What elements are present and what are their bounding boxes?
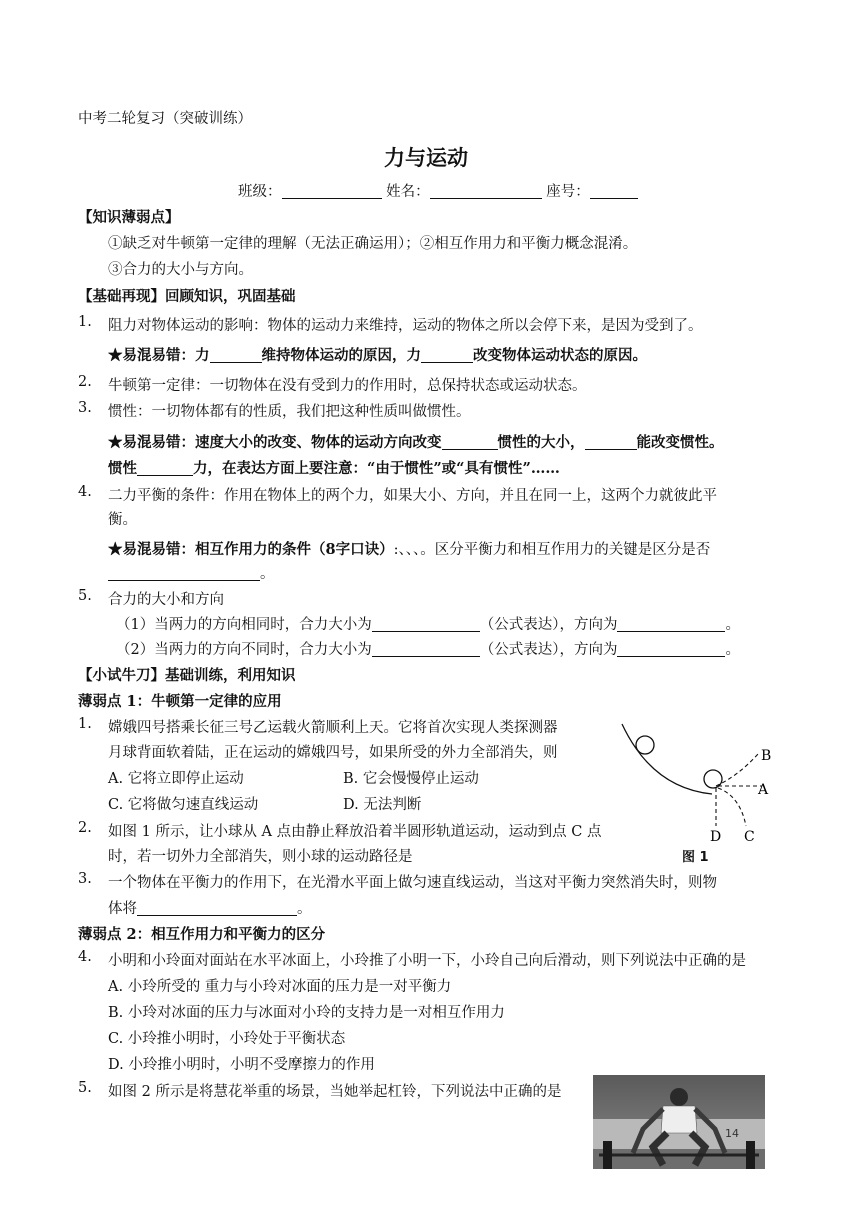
q1-number: 1. [78,314,92,330]
q3-tip-2 [108,457,560,478]
ball-at-top [636,736,654,754]
p3-blank[interactable] [137,901,297,916]
q4-tip-part-a: ★易混易错：相互作用力的条件（8字口诀） [108,541,394,558]
q3-number: 3. [78,400,92,416]
p4-line-1: 小明和小玲面对面站在水平冰面上，小玲推了小明一下，小玲自己向后滑动，则下列说法中正确的是 [108,953,746,969]
p1-option-c[interactable]: C. 它将做匀速直线运动 [108,797,259,813]
p4-option-c[interactable]: C. 小玲推小明时，小玲处于平衡状态 [108,1031,346,1047]
q3-tip-1 [108,431,724,452]
q4-text: 二力平衡的条件：作用在物体上的两个力，如果大小、方向，并且在同一上，这两个力就彼此平 [108,488,717,504]
q3-tip1-blank-1[interactable] [442,435,498,450]
q5-sub2-part-a: （2）当两力的方向不同时，合力大小为 [116,642,372,658]
p5-line-1: 如图 2 所示是将慧花举重的场景，当她举起杠铃，下列说法中正确的是 [108,1084,562,1100]
q1-tip-part-c: 改变物体运动状态的原因。 [473,347,647,364]
path-c [718,788,746,826]
q5-sub-1 [116,613,740,634]
figure-2-weightlifting-photo [593,1075,765,1169]
q3-tip1-part-a: ★易混易错：速度大小的改变、物体的运动方向改变 [108,434,442,451]
q1-tip-part-b: 维持物体运动的原因，力 [261,347,421,364]
q4-tip [108,538,710,559]
seat-label: 座号： [546,184,590,200]
figure-1-caption: 图 1 [682,850,709,865]
name-field[interactable] [430,184,542,199]
athlete-body [661,1106,697,1133]
q4-tip-answer [108,562,275,583]
q5-sub2-part-b: （公式表达），方向为 [479,642,618,658]
weak-point-2-heading: 薄弱点 2：相互作用力和平衡力的区分 [78,926,326,943]
q5-sub1-part-a: （1）当两力的方向相同时，合力大小为 [116,617,372,633]
q3-tip2-blank[interactable] [137,461,193,476]
q2-text: 牛顿第一定律：一切物体在没有受到力的作用时，总保持状态或运动状态。 [108,378,587,394]
weak-points-heading: 【知识薄弱点】 [78,209,180,226]
class-field[interactable] [282,184,382,199]
class-label: 班级： [238,184,282,200]
basics-heading: 【基础再现】回顾知识，巩固基础 [78,288,296,305]
q1-tip-blank-2[interactable] [421,348,473,363]
seat-field[interactable] [590,184,638,199]
barbell-plate-left [603,1141,612,1169]
q3-tip2-part-a: 惯性 [108,460,137,477]
q5-number: 5. [78,588,92,604]
q3-text: 惯性：一切物体都有的性质，我们把这种性质叫做惯性。 [108,404,471,420]
p3-end: 。 [297,901,312,917]
q3-tip1-part-b: 惯性的大小， [497,434,585,451]
q5-sub2-blank-1[interactable] [372,642,480,657]
p4-number: 4. [78,949,92,965]
p4-option-d[interactable]: D. 小玲推小明时，小明不受摩擦力的作用 [108,1057,375,1073]
p2-line-1: 如图 1 所示，让小球从 A 点由静止释放沿着半圆形轨道运动，运动到点 C 点 [108,824,602,840]
q5-sub1-blank-2[interactable] [617,617,725,632]
q1-tip [108,344,647,365]
p1-option-d[interactable]: D. 无法判断 [343,797,422,813]
q1-tip-part-a: ★易混易错：力 [108,347,210,364]
p3-line-1: 一个物体在平衡力的作用下，在光滑水平面上做匀速直线运动，当这对平衡力突然消失时，则物 [108,875,717,891]
q5-sub2-end: 。 [725,642,740,658]
practice-heading: 【小试牛刀】基础训练，利用知识 [78,667,296,684]
ball-at-c [704,770,722,788]
q4-tip-blank[interactable] [108,566,260,581]
track-curve [622,724,712,794]
p3-number: 3. [78,871,92,887]
p1-line-2: 月球背面软着陆，正在运动的嫦娥四号，如果所受的外力全部消失，则 [108,745,558,761]
p1-line-1: 嫦娥四号搭乘长征三号乙运载火箭顺利上天。它将首次实现人类探测器 [108,720,558,736]
p3-line2-text: 体将 [108,901,137,917]
p4-option-a[interactable]: A. 小玲所受的 重力与小玲对冰面的压力是一对平衡力 [108,979,452,995]
q1-text: 阻力对物体运动的影响：物体的运动力来维持，运动的物体之所以会停下来，是因为受到了。 [108,318,703,334]
q5-sub-2 [116,638,740,659]
series-label: 中考二轮复习（突破训练） [78,111,252,127]
p5-number: 5. [78,1080,92,1096]
p3-line-2 [108,897,312,918]
weak-points-line-1: ①缺乏对牛顿第一定律的理解（无法正确运用）；②相互作用力和平衡力概念混淆。 [108,236,638,252]
p2-line-2: 时，若一切外力全部消失，则小球的运动路径是 [108,849,413,865]
student-info-row [238,180,638,201]
q3-tip1-part-c: 能改变惯性。 [636,434,724,451]
label-c: C [744,829,755,845]
label-a: A [758,782,769,798]
name-label: 姓名： [386,184,430,200]
p2-number: 2. [78,820,92,836]
q3-tip1-blank-2[interactable] [585,435,637,450]
p1-option-a[interactable]: A. 它将立即停止运动 [108,771,244,787]
q5-sub1-part-b: （公式表达），方向为 [479,617,618,633]
q5-sub1-end: 。 [725,617,740,633]
p4-option-b[interactable]: B. 小玲对冰面的压力与冰面对小玲的支持力是一对相互作用力 [108,1005,505,1021]
barbell-plate-right [746,1141,755,1169]
q4-tip-end: 。 [260,566,275,582]
q4-number: 4. [78,484,92,500]
q3-tip2-part-b: 力，在表达方面上要注意：“由于惯性”或“具有惯性”…… [193,460,560,477]
q1-tip-blank-1[interactable] [210,348,262,363]
page-title: 力与运动 [384,146,468,170]
p1-option-b[interactable]: B. 它会慢慢停止运动 [343,771,479,787]
q4-tip-part-b: :、、、。区分平衡力和相互作用力的关键是区分是否 [393,542,711,558]
q5-sub2-blank-2[interactable] [617,642,725,657]
label-d: D [710,829,722,845]
p1-number: 1. [78,716,92,732]
weak-points-line-2: ③合力的大小与方向。 [108,262,253,278]
label-b: B [761,748,772,764]
q2-number: 2. [78,374,92,390]
q4-text-cont: 衡。 [108,512,137,528]
athlete-head [670,1088,688,1106]
weak-point-1-heading: 薄弱点 1：牛顿第一定律的应用 [78,693,282,710]
background-sign-text: 14 [725,1127,739,1140]
q5-sub1-blank-1[interactable] [372,617,480,632]
q5-text: 合力的大小和方向 [108,592,224,608]
